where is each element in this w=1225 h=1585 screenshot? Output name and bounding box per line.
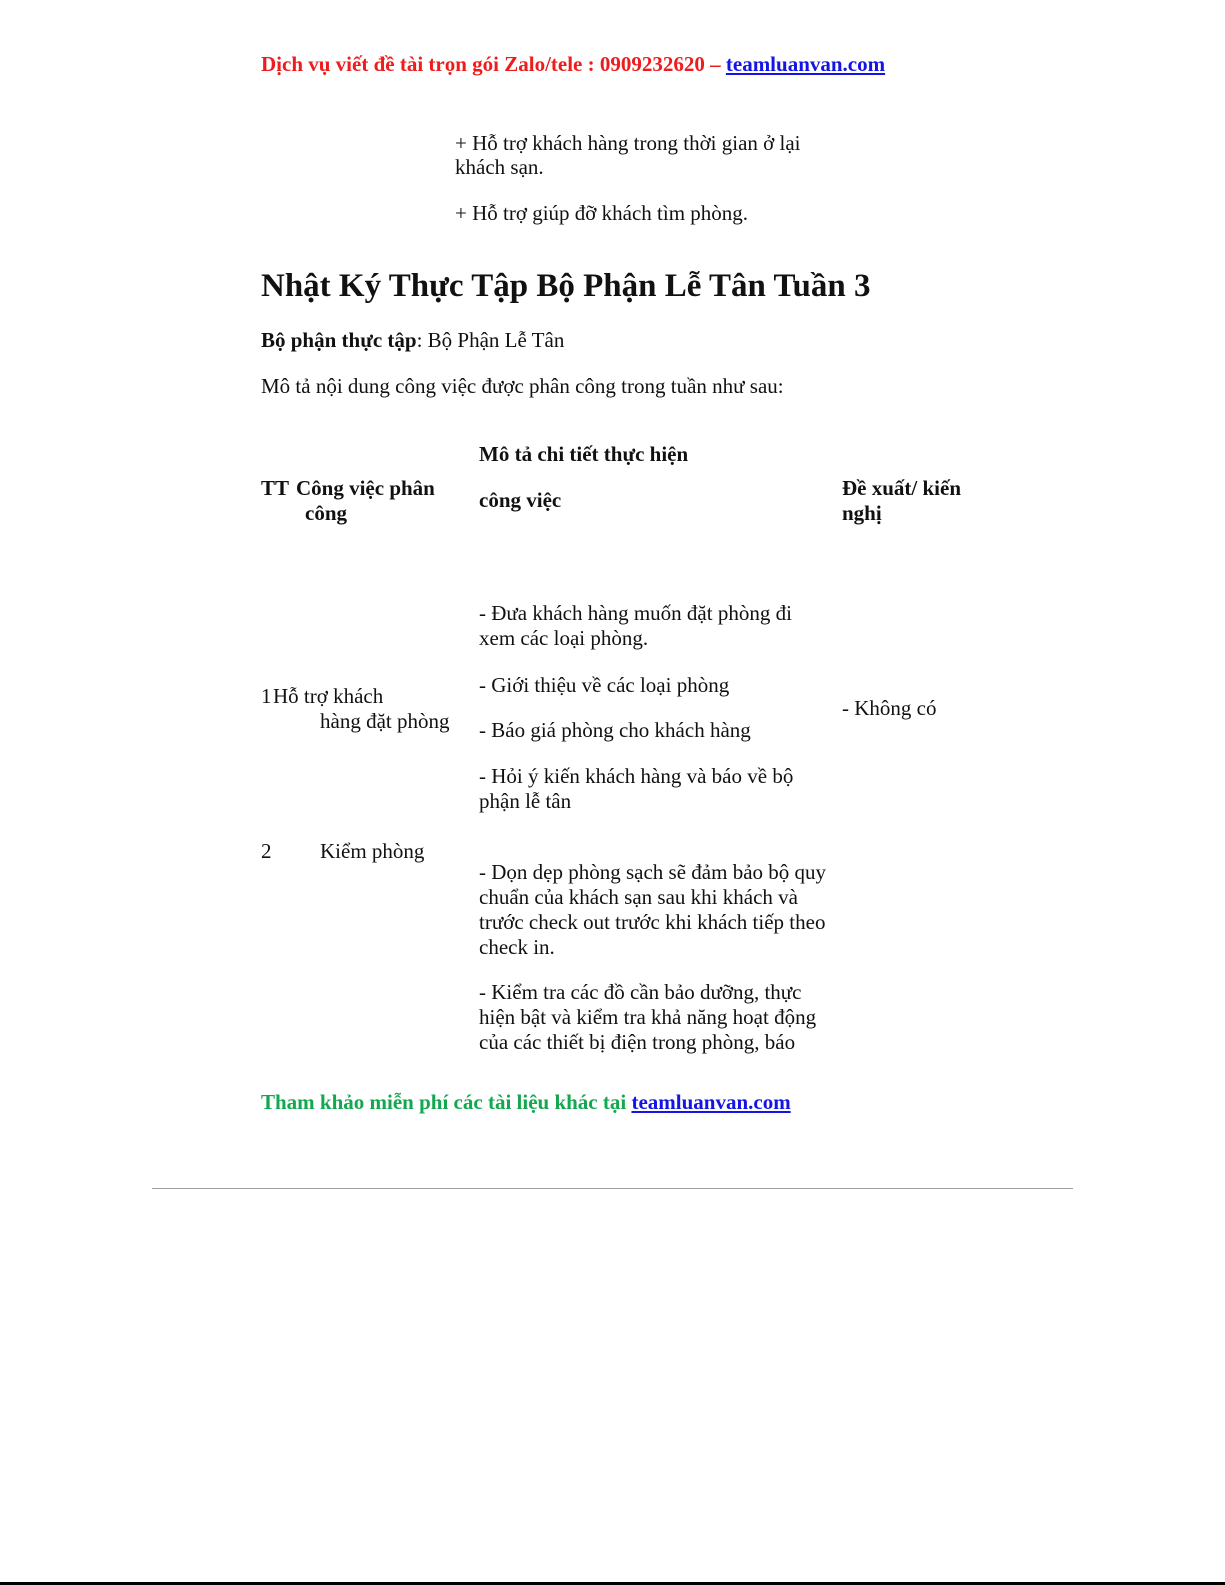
page-divider xyxy=(152,1188,1073,1189)
footer-promo-text: Tham khảo miễn phí các tài liệu khác tại xyxy=(261,1090,627,1114)
row-1-task-line-1: Hỗ trợ khách xyxy=(273,684,384,708)
row-2-tt: 2 xyxy=(261,839,272,863)
page-title: Nhật Ký Thực Tập Bộ Phận Lễ Tân Tuần 3 xyxy=(261,268,871,304)
header-link[interactable]: teamluanvan.com xyxy=(725,52,886,76)
row-2-detail-2-line-1: - Kiểm tra các đồ cần bảo dưỡng, thực xyxy=(479,980,802,1004)
department-line xyxy=(261,328,564,353)
intro-item-1-line-1: + Hỗ trợ khách hàng trong thời gian ở lại xyxy=(455,131,801,155)
intro-item-1-line-2: khách sạn. xyxy=(455,155,544,179)
department-label: Bộ phận thực tập xyxy=(261,328,417,352)
department-value: : Bộ Phận Lễ Tân xyxy=(416,328,565,352)
description-text: Mô tả nội dung công việc được phân công trong tuần như sau: xyxy=(261,374,784,398)
intro-item-2: + Hỗ trợ giúp đỡ khách tìm phòng. xyxy=(455,201,749,225)
header-suggest-line-1: Đề xuất/ kiến xyxy=(842,476,962,500)
row-2-detail-2-line-2: hiện bật và kiểm tra khả năng hoạt động xyxy=(479,1005,817,1029)
row-1-detail-4-line-1: - Hỏi ý kiến khách hàng và báo về bộ xyxy=(479,764,794,788)
header-tt: TT xyxy=(261,476,290,500)
row-2-task-line-1: Kiểm phòng xyxy=(320,839,425,863)
footer-banner xyxy=(261,1090,791,1115)
row-2-detail-2-line-3: của các thiết bị điện trong phòng, báo xyxy=(479,1030,796,1054)
header-suggest-line-2: nghị xyxy=(842,501,882,525)
header-banner xyxy=(261,52,885,77)
header-task-line-1: Công việc phân xyxy=(296,476,435,500)
header-task-line-2: công xyxy=(305,501,347,525)
row-2-detail-1-line-3: trước check out trước khi khách tiếp theo xyxy=(479,910,826,934)
row-1-detail-2: - Giới thiệu về các loại phòng xyxy=(479,673,730,697)
row-1-detail-1-line-2: xem các loại phòng. xyxy=(479,626,649,650)
row-1-suggestion: - Không có xyxy=(842,696,937,720)
row-2-detail-1-line-1: - Dọn dẹp phòng sạch sẽ đảm bảo bộ quy xyxy=(479,860,827,884)
header-detail-line-2: công việc xyxy=(479,488,562,512)
row-1-tt: 1 xyxy=(261,684,272,708)
header-detail-line-1: Mô tả chi tiết thực hiện xyxy=(479,442,689,466)
header-promo-text: Dịch vụ viết đề tài trọn gói Zalo/tele : 0909232620 – xyxy=(261,52,721,76)
footer-link[interactable]: teamluanvan.com xyxy=(631,1090,791,1114)
row-1-detail-4-line-2: phận lễ tân xyxy=(479,789,572,813)
row-1-detail-1-line-1: - Đưa khách hàng muốn đặt phòng đi xyxy=(479,601,792,625)
row-1-task-line-2: hàng đặt phòng xyxy=(320,709,450,733)
row-2-detail-1-line-4: check in. xyxy=(479,935,555,959)
row-1-detail-3: - Báo giá phòng cho khách hàng xyxy=(479,718,751,742)
row-2-detail-1-line-2: chuẩn của khách sạn sau khi khách và xyxy=(479,885,798,909)
